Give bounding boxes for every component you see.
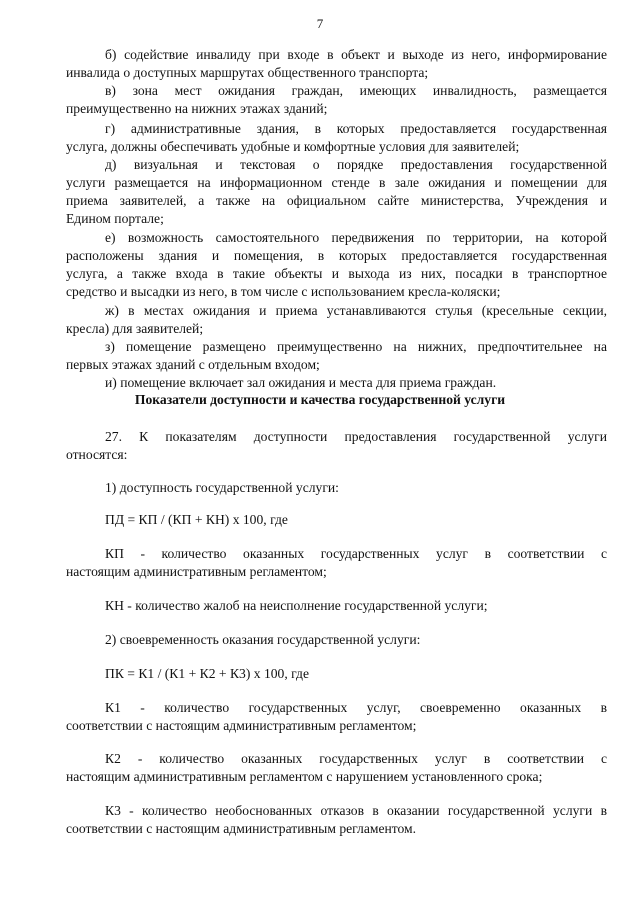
text-line: Едином портале; — [66, 211, 164, 226]
text-line: приема заявителей, а также на официальном сайте министерства, Учреждения и — [66, 193, 607, 208]
text-line: услуга, должны обеспечивать удобные и комфортные условия для заявителей; — [66, 139, 520, 154]
text-line: б) содействие инвалиду при входе в объект и выходе из него, информирование — [105, 47, 607, 62]
text-line: настоящим административным регламентом с нарушением установленного срока; — [66, 769, 543, 784]
text-line: относятся: — [66, 447, 128, 462]
text-line: К1 - количество государственных услуг, своевременно оказанных в — [105, 700, 607, 715]
page-number: 7 — [316, 16, 324, 31]
text-line: первых этажах зданий с отдельным входом; — [66, 357, 320, 372]
text-line: КН - количество жалоб на неисполнение государственной услуги; — [105, 598, 488, 613]
text-line: и) помещение включает зал ожидания и места для приема граждан. — [105, 375, 497, 390]
text-line: в) зона мест ожидания граждан, имеющих инвалидность, размещается — [105, 83, 607, 98]
text-line: КП - количество оказанных государственных услуг в соответствии с — [105, 546, 607, 561]
text-line: 1) доступность государственной услуги: — [105, 480, 339, 495]
section-heading: Показатели доступности и качества государственной услуги — [134, 392, 506, 407]
text-line: соответствии с настоящим административным регламентом; — [66, 718, 417, 733]
text-line: кресла) для заявителей; — [66, 321, 204, 336]
formula: ПК = К1 / (К1 + К2 + К3) х 100, где — [105, 666, 309, 681]
text-line: инвалида о доступных маршрутах общественного транспорта; — [66, 65, 429, 80]
text-line: средство и высадки из него, в том числе с использованием кресла-коляски; — [66, 284, 501, 299]
text-line: услуга, а также входа в такие объекты и выхода из них, посадки в транспортное — [66, 266, 607, 281]
formula: ПД = КП / (КП + КН) х 100, где — [105, 512, 288, 527]
text-line: з) помещение размещено преимущественно на нижних, предпочтительнее на — [105, 339, 607, 354]
text-line: 27. К показателям доступности предоставления государственной услуги — [105, 429, 607, 444]
text-line: К2 - количество оказанных государственных услуг в соответствии с — [105, 751, 607, 766]
text-line: настоящим административным регламентом; — [66, 564, 327, 579]
text-line: 2) своевременность оказания государственной услуги: — [105, 632, 421, 647]
text-line: К3 - количество необоснованных отказов в оказании государственной услуги в — [105, 803, 607, 818]
text-line: преимущественно на нижних этажах зданий; — [66, 101, 328, 116]
text-line: д) визуальная и текстовая о порядке предоставления государственной — [105, 157, 607, 172]
text-line: г) административные здания, в которых предоставляется государственная — [105, 121, 607, 136]
text-line: е) возможность самостоятельного передвижения по территории, на которой — [105, 230, 607, 245]
text-line: соответствии с настоящим административным регламентом. — [66, 821, 417, 836]
text-line: ж) в местах ожидания и приема устанавливаются стулья (кресельные секции, — [105, 303, 607, 318]
text-line: услуги размещается на информационном стенде в зале ожидания и помещении для — [66, 175, 607, 190]
text-line: расположены здания и помещения, в которых предоставляется государственная — [66, 248, 607, 263]
